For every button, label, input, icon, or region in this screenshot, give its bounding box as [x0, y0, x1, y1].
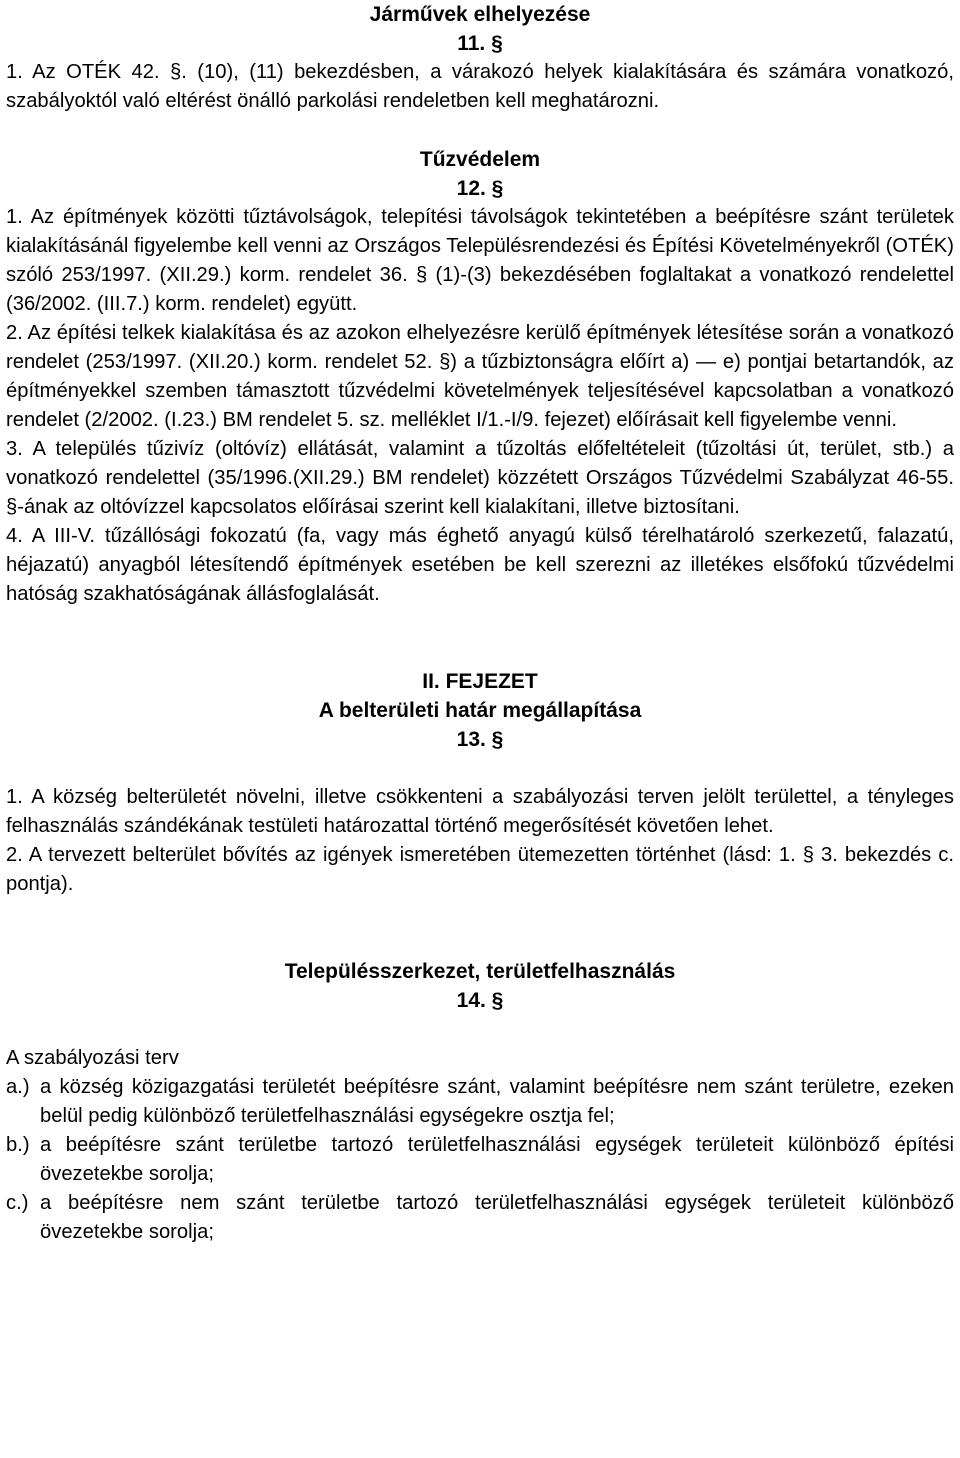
section-number-11: 11. §: [457, 32, 503, 55]
spacer: [6, 899, 954, 957]
paragraph-13-2: 2. A tervezett belterület bővítés az igények ismeretében ütemezetten történhet (lásd: 1. § 3. bekezdés c. pontja).: [6, 844, 954, 895]
paragraph-12-4: 4. A III-V. tűzállósági fokozatú (fa, vagy más éghető anyagú külső térelhatároló szerkezetű, falazatú, héjazatú) anyagból létesítendő építmények esetében be kell szerezni az illetékes elsőfokú tűzvédelmi hatóság szakhatóságának állásfoglalását.: [6, 525, 954, 605]
section-title-belterulet: A belterületi határ megállapítása: [318, 699, 642, 722]
chapter-ii: [6, 667, 954, 899]
section-number-12: 12. §: [456, 177, 504, 200]
list-intro: A szabályozási terv: [6, 1047, 179, 1069]
section-number-14: 14. §: [456, 989, 504, 1012]
list-item: [6, 1073, 954, 1131]
spacer: [6, 609, 954, 667]
paragraph-12-2: 2. Az építési telkek kialakítása és az azokon elhelyezésre kerülő építmények létesítése során a vonatkozó rendelet (253/1997. (XII.20.) korm. rendelet 52. §) a tűzbiztonságra előírt a) — e) pontjai betartandók, az építményekkel szemben támasztott tűzvédelmi követelmények teljesítésével kapcsolatban a vonatkozó rendelet (2/2002. (I.23.) BM rendelet 5. sz. melléklet I/1.-I/9. fejezet) előírásait kell figyelembe venni.: [6, 322, 954, 431]
paragraph-11-1: 1. Az OTÉK 42. §. (10), (11) bekezdésben, a várakozó helyek kialakítására és számára vonatkozó, szabályoktól való eltérést önálló parkolási rendeletben kell meghatározni.: [6, 61, 954, 112]
section-jarmuvek: [6, 0, 954, 116]
chapter-title: II. FEJEZET: [422, 670, 538, 693]
spacer: [6, 1015, 954, 1044]
list-item: [6, 1131, 954, 1189]
section-title-jarmuvek: Járművek elhelyezése: [369, 3, 591, 26]
list-item-text: a beépítésre nem szánt területbe tartozó területfelhasználási egységek területeit különböző övezetekbe sorolja;: [40, 1192, 954, 1243]
spacer: [6, 754, 954, 783]
list-item-label: b.): [6, 1134, 30, 1156]
section-tuzvedelem: [6, 145, 954, 609]
list-item-label: c.): [6, 1192, 29, 1214]
section-title-tuzvedelem: Tűzvédelem: [419, 148, 541, 171]
list-item-label: a.): [6, 1076, 30, 1098]
paragraph-13-1: 1. A község belterületét növelni, illetve csökkenteni a szabályozási terven jelölt területtel, a tényleges felhasználás szándékának testületi határozattal történő megerősítését követően lehet.: [6, 786, 954, 837]
spacer: [6, 116, 954, 145]
paragraph-12-1: 1. Az építmények közötti tűztávolságok, telepítési távolságok tekintetében a beépítésre szánt területek kialakításánál figyelembe kell venni az Országos Településrendezési és Építési Követelményekről (OTÉK) szóló 253/1997. (XII.29.) korm. rendelet 36. § (1)-(3) bekezdésében foglaltakat a vonatkozó rendelettel (36/2002. (III.7.) korm. rendelet) együtt.: [6, 206, 954, 315]
section-title-telepulesszerkezet: Településszerkezet, területfelhasználás: [284, 960, 676, 983]
list-item-text: a beépítésre szánt területbe tartozó területfelhasználási egységek területeit különböző építési övezetekbe sorolja;: [40, 1134, 954, 1185]
paragraph-12-3: 3. A település tűzivíz (oltóvíz) ellátását, valamint a tűzoltás előfeltételeit (tűzoltási út, terület, stb.) a vonatkozó rendelettel (35/1996.(XII.29.) BM rendelet) közzétett Országos Tűzvédelmi Szabályzat 46-55. §-ának az oltóvízzel kapcsolatos előírásai szerint kell kialakítani, illetve biztosítani.: [6, 438, 954, 518]
section-number-13: 13. §: [456, 728, 504, 751]
list-item: [6, 1189, 954, 1247]
section-telepulesszerkezet: [6, 957, 954, 1247]
list-item-text: a község közigazgatási területét beépítésre szánt, valamint beépítésre nem szánt területre, ezeken belül pedig különböző területfelhasználási egységekre osztja fel;: [40, 1076, 954, 1127]
